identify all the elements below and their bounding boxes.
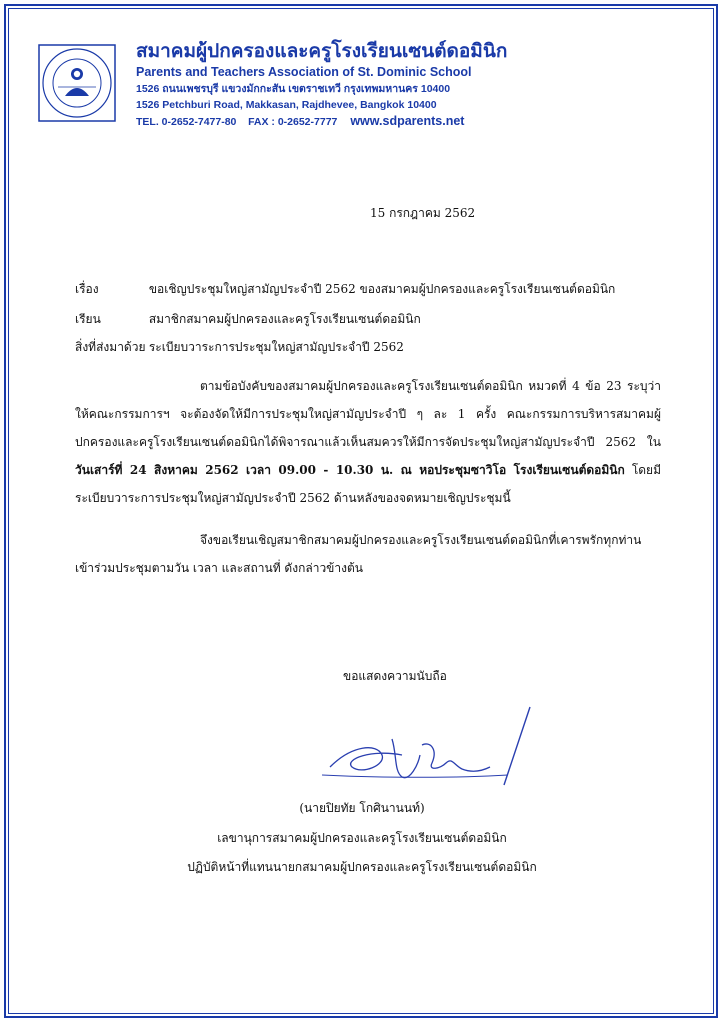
signer-title: เลขานุการสมาคมผู้ปกครองและครูโรงเรียนเซนต์ดอมินิก — [217, 831, 507, 845]
telephone: TEL. 0-2652-7477-80 — [136, 116, 237, 128]
handwritten-signature — [322, 705, 532, 795]
paragraph-1-tail: โดยมีระเบียบวาระการประชุมใหญ่สามัญประจำปี 2562 ด้านหลังของจดหมายเชิญประชุมนี้ — [75, 463, 661, 505]
signer-name: (นายปิยทัย โกศินานนท์) — [299, 801, 425, 815]
recipient-value: สมาชิกสมาคมผู้ปกครองและครูโรงเรียนเซนต์ดอมินิก — [148, 312, 421, 326]
enclosure-field — [75, 338, 404, 357]
subject-field — [75, 280, 615, 299]
subject-label: เรื่อง — [75, 282, 99, 296]
website-link[interactable]: www.sdparents.net — [350, 114, 465, 128]
letterhead — [136, 40, 507, 131]
recipient-field — [75, 310, 421, 329]
subject-value: ขอเชิญประชุมใหญ่สามัญประจำปี 2562 ของสมาคมผู้ปกครองและครูโรงเรียนเซนต์ดอมินิก — [148, 282, 616, 296]
body-paragraph-1 — [75, 372, 661, 512]
paragraph-2-text: จึงขอเรียนเชิญสมาชิกสมาคมผู้ปกครองและครูโรงเรียนเซนต์ดอมินิกที่เคารพรักทุกท่าน เข้าร่วมประชุมตามวัน เวลา และสถานที่ ดังกล่าวข้างต้น — [75, 533, 642, 575]
closing-salutation: ขอแสดงความนับถือ — [343, 669, 447, 683]
paragraph-1-text: ตามข้อบังคับของสมาคมผู้ปกครองและครูโรงเรียนเซนต์ดอมินิก หมวดที่ 4 ข้อ 23 ระบุว่าให้คณะกรรมการฯ จะต้องจัดให้มีการประชุมใหญ่สามัญประจำปี ๆ ละ 1 ครั้ง คณะกรรมการบริหารสมาคมผู้ปกครองและครูโรงเรียนเซนต์ดอมินิกได้พิจารณาแล้วเห็นสมควรให้มีการจัดประชุมใหญ่สามัญประจำปี 2562 ใน — [75, 379, 661, 449]
org-name-english: Parents and Teachers Association of St. Dominic School — [136, 65, 472, 79]
meeting-details: วันเสาร์ที่ 24 สิงหาคม 2562 เวลา 09.00 - 10.30 น. ณ หอประชุมซาวิโอ โรงเรียนเซนต์ดอมินิก — [75, 463, 625, 477]
enclosure-value: ระเบียบวาระการประชุมใหญ่สามัญประจำปี 2562 — [148, 340, 404, 354]
letter-date: 15 กรกฎาคม 2562 — [370, 206, 476, 220]
fax: FAX : 0-2652-7777 — [248, 116, 338, 128]
contact-line — [136, 113, 507, 131]
body-paragraph-2 — [75, 526, 661, 582]
org-name-thai: สมาคมผู้ปกครองและครูโรงเรียนเซนต์ดอมินิก — [136, 41, 508, 62]
recipient-label: เรียน — [75, 312, 101, 326]
signer-acting-title: ปฏิบัติหน้าที่แทนนายกสมาคมผู้ปกครองและครูโรงเรียนเซนต์ดอมินิก — [187, 860, 537, 874]
enclosure-label: สิ่งที่ส่งมาด้วย — [75, 340, 146, 354]
association-logo — [38, 44, 116, 122]
address-thai: 1526 ถนนเพชรบุรี แขวงมักกะสัน เขตราชเทวี กรุงเทพมหานคร 10400 — [136, 83, 451, 95]
address-english: 1526 Petchburi Road, Makkasan, Rajdhevee, Bangkok 10400 — [136, 99, 437, 111]
